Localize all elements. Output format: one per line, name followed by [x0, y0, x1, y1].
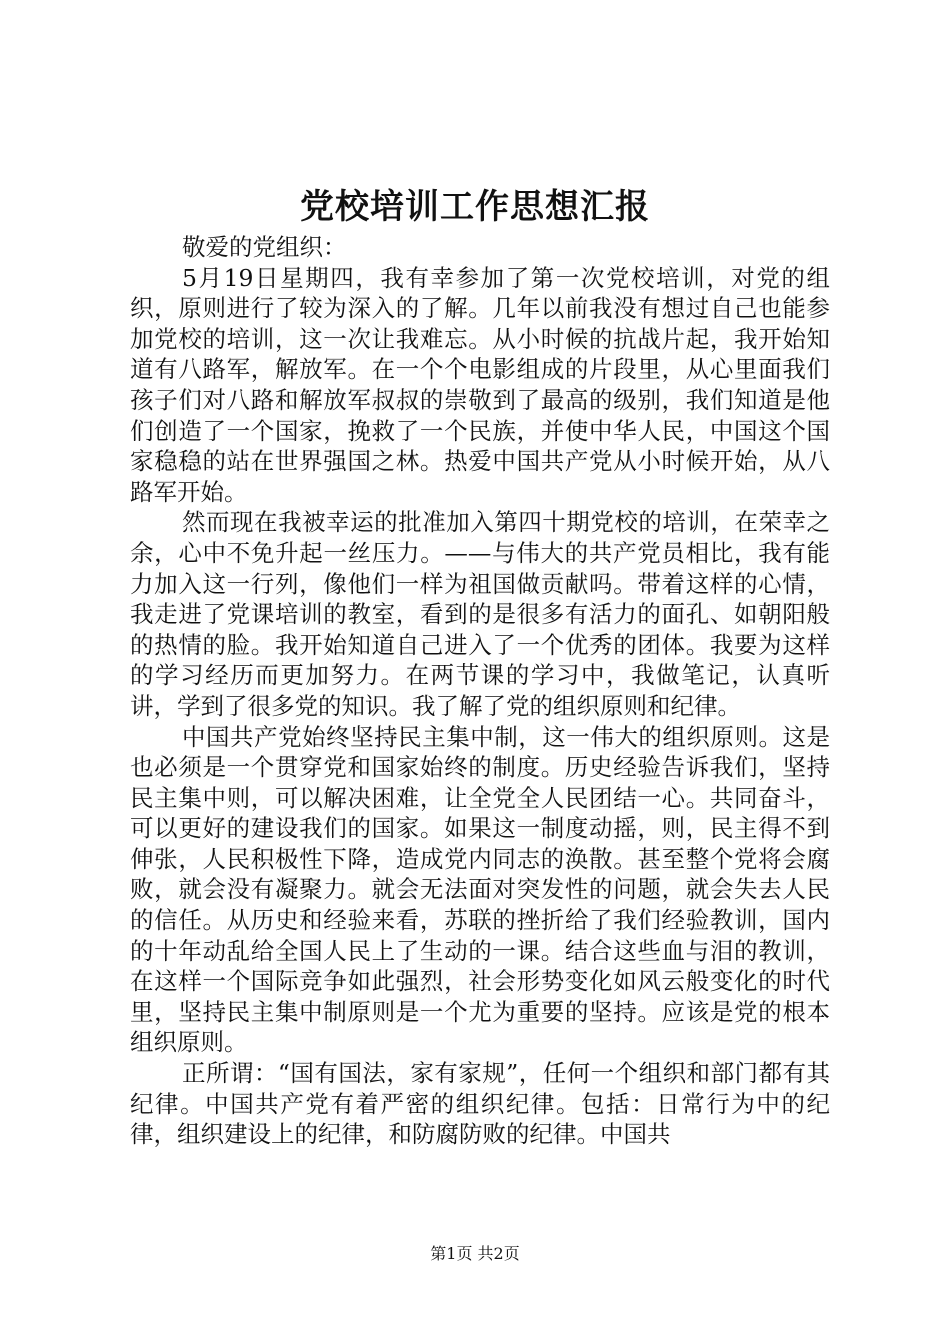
paragraph-4: 正所谓：“国有国法，家有家规”，任何一个组织和部门都有其纪律。中国共产党有着严密的组织纪律。包括：日常行为中的纪律，组织建设上的纪律，和防腐防败的纪律。中国共	[130, 1059, 830, 1149]
paragraph-2: 然而现在我被幸运的批准加入第四十期党校的培训，在荣幸之余，心中不免升起一丝压力。——与伟大的共产党员相比，我有能力加入这一行列，像他们一样为祖国做贡献吗。带着这样的心情，我走进了党课培训的教室，看到的是很多有活力的面孔、如朝阳般的热情的脸。我开始知道自己进入了一个优秀的团体。我要为这样的学习经历而更加努力。在两节课的学习中，我做笔记，认真听讲，学到了很多党的知识。我了解了党的组织原则和纪律。	[130, 508, 830, 720]
paragraph-3: 中国共产党始终坚持民主集中制，这一伟大的组织原则。这是也必须是一个贯穿党和国家始终的制度。历史经验告诉我们，坚持民主集中则，可以解决困难，让全党全人民团结一心。共同奋斗，可以更好的建设我们的国家。如果这一制度动摇，则，民主得不到伸张，人民积极性下降，造成党内同志的涣散。甚至整个党将会腐败，就会没有凝聚力。就会无法面对突发性的问题，就会失去人民的信任。从历史和经验来看，苏联的挫折给了我们经验教训，国内的十年动乱给全国人民上了生动的一课。结合这些血与泪的教训，在这样一个国际竞争如此强烈，社会形势变化如风云般变化的时代里，坚持民主集中制原则是一个尤为重要的坚持。应该是党的根本组织原则。	[130, 722, 830, 1057]
document-body	[130, 232, 830, 1150]
salutation: 敬爱的党组织：	[182, 233, 347, 261]
paragraph-1: 5月19日星期四，我有幸参加了第一次党校培训，对党的组织，原则进行了较为深入的了解。几年以前我没有想过自己也能参加党校的培训，这一次让我难忘。从小时候的抗战片起，我开始知道有八路军，解放军。在一个个电影组成的片段里，从心里面我们孩子们对八路和解放军叔叔的崇敬到了最高的级别，我们知道是他们创造了一个国家，挽救了一个民族，并使中华人民，中国这个国家稳稳的站在世界强国之林。热爱中国共产党从小时候开始，从八路军开始。	[130, 263, 830, 506]
page-footer: 第1页 共2页	[430, 1244, 520, 1263]
document-title: 党校培训工作思想汇报	[300, 187, 650, 227]
